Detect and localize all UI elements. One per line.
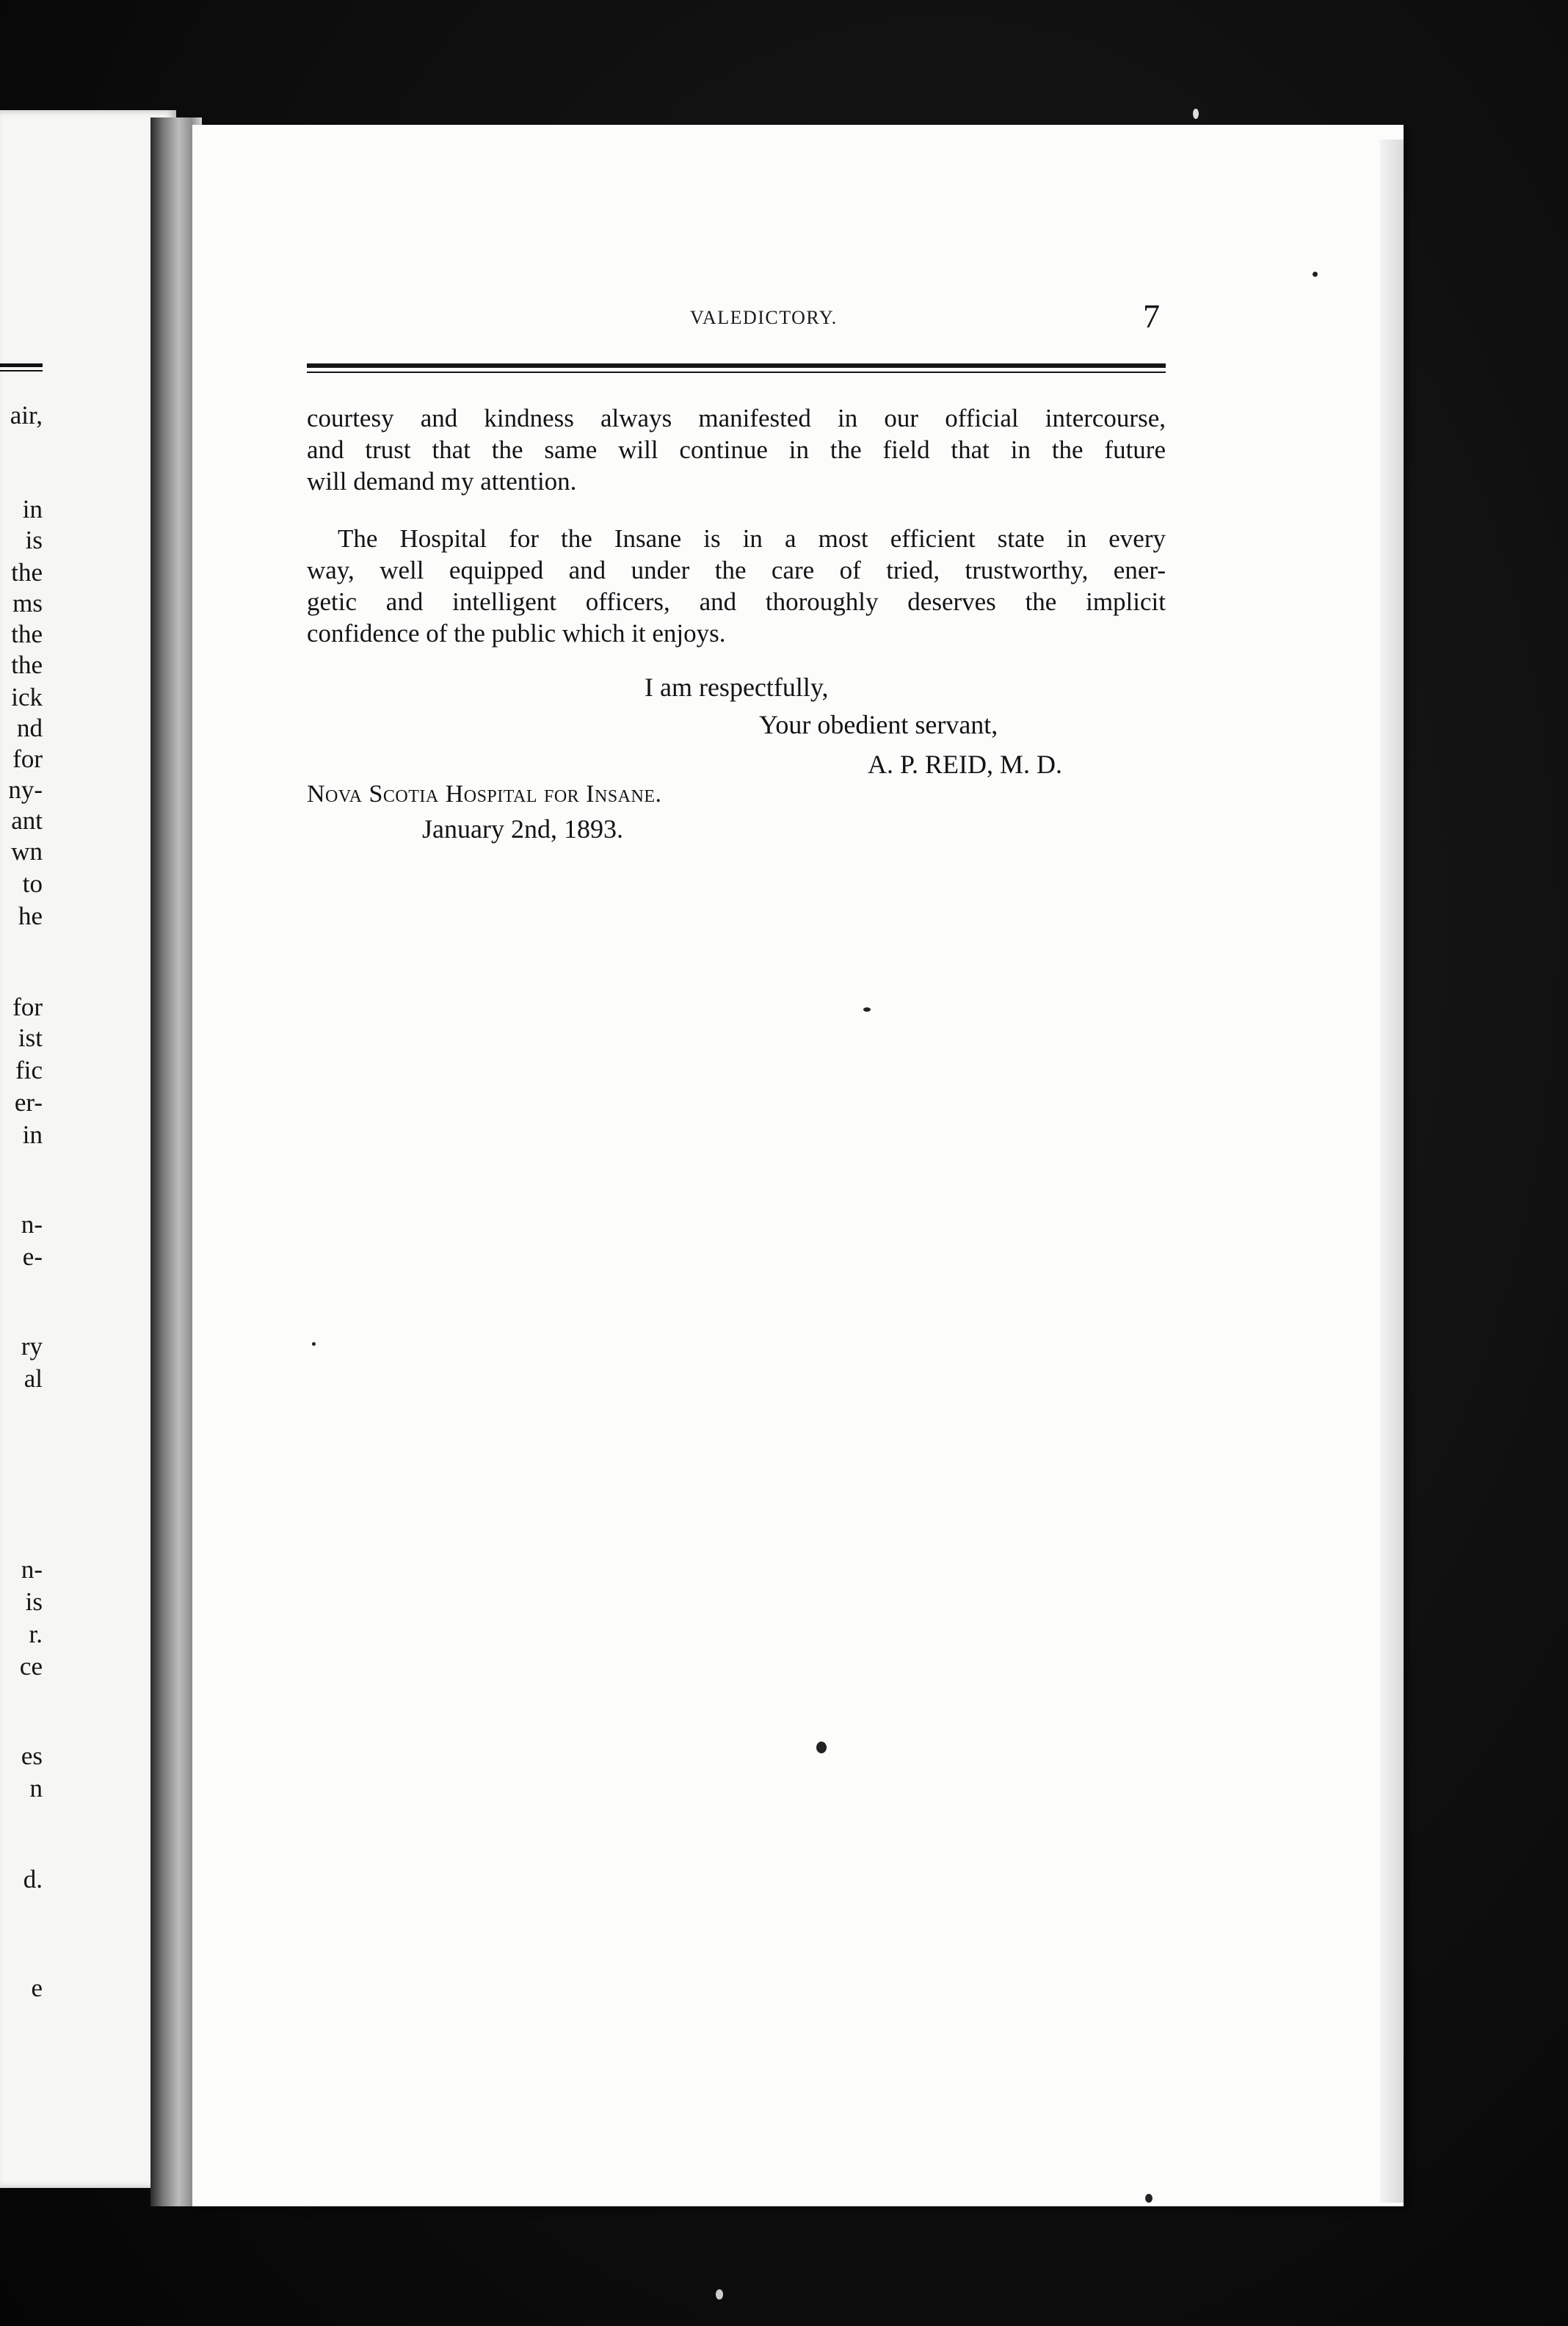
scan-speck [1313, 272, 1318, 277]
left-page-fragment: ist [18, 1023, 43, 1052]
left-page-fragment: r. [29, 1620, 43, 1648]
scan-speck [1193, 109, 1199, 119]
left-page-fragment: the [11, 558, 43, 587]
left-page-fragment: n- [21, 1210, 43, 1239]
header-rule-thin [307, 372, 1166, 373]
left-page-fragment: ms [12, 589, 43, 617]
running-head: VALEDICTORY. [690, 307, 838, 328]
left-page-fragment: ny- [8, 775, 43, 804]
header-rule-thick [307, 363, 1166, 368]
left-page-fragment: for [12, 744, 43, 773]
left-page-fragment: es [21, 1742, 43, 1770]
scan-speck [863, 1007, 871, 1012]
paragraph-line: The Hospital for the Insane is in a most efficient state in every [338, 524, 1166, 553]
right-page-edge [1380, 140, 1404, 2203]
scan-speck [816, 1742, 827, 1753]
left-page-fragment: wn [11, 837, 43, 866]
left-page-fragment: ce [19, 1652, 43, 1681]
left-page-fragment: er- [14, 1088, 43, 1117]
left-page-fragment: e- [22, 1242, 43, 1271]
valediction: Your obedient servant, [759, 710, 998, 739]
scan-speck [716, 2289, 723, 2300]
left-page-fragment: nd [17, 714, 43, 742]
signature: A. P. REID, M. D. [868, 750, 1063, 779]
left-page-fragment: d. [23, 1865, 43, 1894]
left-page-fragment: n- [21, 1555, 43, 1584]
paragraph-2 [307, 523, 1166, 649]
left-page-fragment: ry [21, 1332, 43, 1361]
paragraph-line: getic and intelligent officers, and thoroughly deserves the implicit [307, 587, 1166, 616]
left-page-fragment: in [22, 495, 43, 523]
left-page-fragment: to [22, 869, 43, 898]
left-page-fragment: al [23, 1364, 43, 1393]
left-page-fragment: e [31, 1974, 43, 2002]
left-page-fragment: ick [11, 683, 43, 711]
scan-speck [1145, 2194, 1153, 2203]
left-page-fragment: for [12, 993, 43, 1021]
left-page-fragment: n [29, 1774, 43, 1803]
left-page-fragment: air, [10, 401, 43, 430]
left-page-fragment: fic [15, 1056, 43, 1084]
left-page-fragment: is [25, 526, 43, 554]
salutation: I am respectfully, [645, 673, 829, 702]
left-page-fragment: in [22, 1120, 43, 1149]
paragraph-1 [307, 402, 1166, 497]
letter-date: January 2nd, 1893. [422, 814, 623, 844]
left-page-fragment: the [11, 620, 43, 648]
left-page-fragment: ant [11, 806, 43, 835]
paragraph-line: will demand my attention. [307, 467, 577, 496]
paragraph-line: courtesy and kindness always manifested in our official intercourse, [307, 404, 1166, 432]
institution-name: Nova Scotia Hospital for Insane. [307, 780, 662, 808]
left-page-header-rule [0, 363, 43, 372]
scan-speck [312, 1342, 316, 1346]
left-page-fragment: the [11, 651, 43, 679]
paragraph-line: way, well equipped and under the care of tried, trustworthy, ener- [307, 556, 1166, 584]
header-double-rule [307, 363, 1166, 375]
left-page-fragment: he [18, 902, 43, 930]
paragraph-line: confidence of the public which it enjoys. [307, 619, 726, 648]
left-page-fragment: is [25, 1587, 43, 1616]
paragraph-line: and trust that the same will continue in the field that in the future [307, 435, 1166, 464]
page-number: 7 [1143, 297, 1160, 335]
